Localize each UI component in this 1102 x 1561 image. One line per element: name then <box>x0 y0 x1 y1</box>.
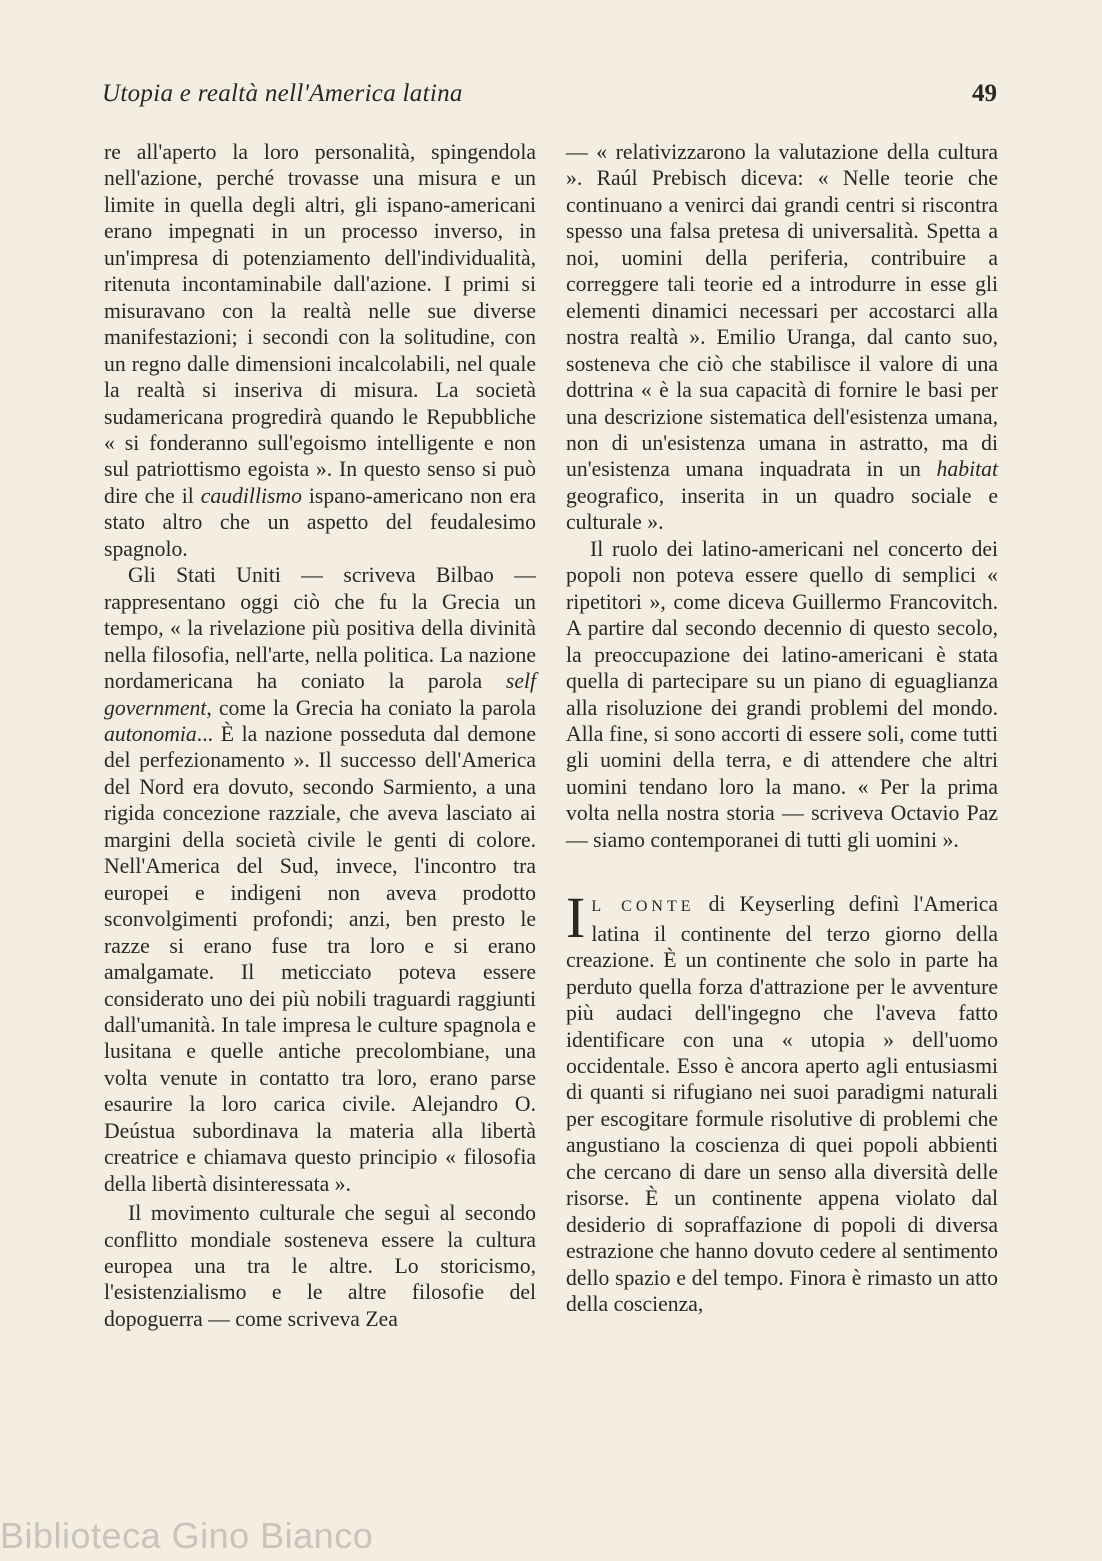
left-paragraph-2 <box>104 562 536 1197</box>
text-run: re all'aperto la loro personalità, spingendola nell'azione, perché trovasse una misura e un limite in quella degli altri, gli ispano-americani erano impegnati in un processo inverso, in un'impresa di potenziamento dell'individualità, ritenuta incontaminabile dall'azione. I primi si misuravano con la realtà nelle sue diverse manifestazioni; i secondi con la solitudine, con un regno dalle dimensioni incalcolabili, nel quale la realtà si inseriva di misura. La società sudamericana progredirà quando le Repubbliche « si fonderanno sull'egoismo intelligente e non sul patriottismo egoista ». In questo senso si può dire che il <box>104 140 536 508</box>
text-run: , come la Grecia ha coniato la parola <box>206 695 536 720</box>
drop-cap: I <box>566 885 586 951</box>
page-number: 49 <box>972 80 997 107</box>
left-paragraph-3: Il movimento culturale che seguì al secondo conflitto mondiale sosteneva essere la cultura europea una tra le altre. Lo storicismo, l'esistenzialismo e le altre filosofie del dopoguerra — come scriveva Zea <box>104 1201 536 1331</box>
section-break <box>566 853 998 891</box>
page-header <box>102 80 997 120</box>
right-paragraph-3 <box>566 885 998 1317</box>
italic-term: self government <box>104 669 536 720</box>
right-paragraph-1 <box>566 139 998 536</box>
italic-term: caudillismo <box>200 483 302 508</box>
library-watermark: Biblioteca Gino Bianco <box>0 1515 374 1556</box>
text-run: ... È la nazione posseduta dal demone del perfezionamento ». Il successo dell'America del Nord era dovuto, secondo Sarmiento, a una rigida concezione razziale, che aveva lasciato ai margini della società civile le genti di colore. Nell'America del Sud, invece, l'incontro tra europei e indigeni non aveva prodotto sconvolgimenti profondi; anzi, ben presto le razze si erano fuse tra loro e si erano amalgamate. Il meticciato poteva essere considerato uno dei più nobili traguardi raggiunti dall'umanità. In tale impresa le culture spagnola e lusitana e quelle antiche precolombiane, una volta venute in contatto tra loro, erano parse esaurire la loro carica civile. Alejandro O. Deústua subordinava la materia alla libertà creatrice e chiamava questo principio « filosofia della libertà disinteressata ». <box>104 721 536 1196</box>
text-run: — « relativizzarono la valutazione della cultura ». Raúl Prebisch diceva: « Nelle teorie che continuano a venirci dai grandi centri si riscontra spesso una falsa pretesa di universalità. Spetta a noi, uomini della periferia, contribuire a correggere tali teorie ed a introdurre in esse gli elementi dinamici necessari per accostarci alla nostra realtà ». Emilio Uranga, dal canto suo, sosteneva che ciò che stabilisce il valore di una dottrina « è la sua capacità di fornire le basi per una descrizione sistematica dell'esistenza umana, non di un'esistenza umana in astratto, ma di un'esistenza umana inquadrata in un <box>566 140 998 482</box>
text-run: geografico, inserita in un quadro sociale e culturale ». <box>566 483 998 535</box>
left-column <box>104 139 536 1332</box>
italic-term: autonomia <box>104 721 197 746</box>
right-column <box>566 139 998 1317</box>
text-run: di Keyserling definì l'America latina il continente del terzo giorno della creazione. È un continente che solo in parte ha perduto quella forza d'attrazione per le avventure più audaci dell'ingegno che l'aveva fatto identificare con una « utopia » dell'uomo occidentale. Esso è ancora aperto agli entusiasmi di quanti si rifugiano nei suoi paradigmi naturali per escogitare formule risolutive di problemi che angustiano la coscienza di quei popoli abbienti che cercano di dare un senso alla diversità delle risorse. È un continente appena violato dal desiderio di sopraffazione di popoli di diversa estrazione che hanno dovuto cedere al sentimento dello spazio e del tempo. Finora è rimasto un atto della coscienza, <box>566 892 998 1317</box>
left-paragraph-1 <box>104 139 536 562</box>
right-paragraph-2: Il ruolo dei latino-americani nel concerto dei popoli non poteva essere quello di semplici « ripetitori », come diceva Guillermo Francovitch. A partire dal secondo decennio di questo secolo, la preoccupazione dei latino-americani è stata quella di partecipare su un piano di eguaglianza alla risoluzione dei grandi problemi del mondo. Alla fine, si sono accorti di essere soli, come tutti gli uomini della terra, e di attendere che altri uomini tendano loro la mano. « Per la prima volta nella nostra storia — scriveva Octavio Paz — siamo contemporanei di tutti gli uomini ». <box>566 536 998 852</box>
italic-term: habitat <box>936 457 998 482</box>
running-title: Utopia e realtà nell'America latina <box>102 80 463 107</box>
text-run: Gli Stati Uniti — scriveva Bilbao — rappresentano oggi ciò che fu la Grecia un tempo, « la rivelazione più positiva della divinità nella filosofia, nell'arte, nella politica. La nazione nordamericana ha coniato la parola <box>104 563 536 694</box>
small-caps-opening: L CONTE <box>591 898 695 916</box>
text-run: ispano-americano non era stato altro che un aspetto del feudalesimo spagnolo. <box>104 483 536 561</box>
